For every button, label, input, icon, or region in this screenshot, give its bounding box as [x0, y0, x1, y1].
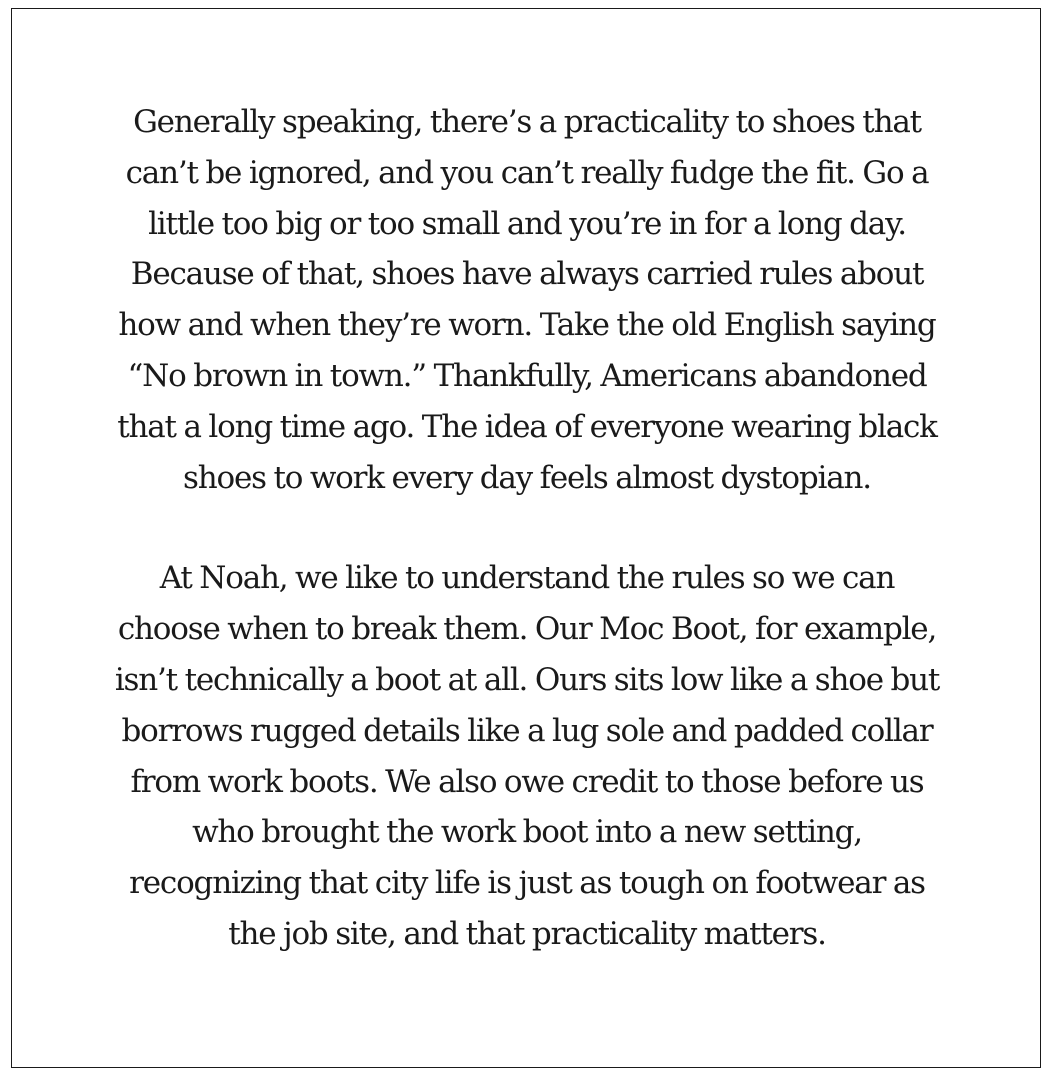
text-line: can’t be ignored, and you can’t really fudge the fit. Go a — [125, 154, 929, 191]
text-line: that a long time ago. The idea of everyone wearing black — [117, 408, 937, 445]
paragraph-2 — [72, 553, 982, 959]
paragraph-spacer — [72, 503, 982, 553]
article-frame — [11, 8, 1041, 1068]
text-line: borrows rugged details like a lug sole and padded collar — [121, 712, 933, 749]
text-line: choose when to break them. Our Moc Boot, for example, — [117, 611, 937, 648]
text-line: “No brown in town.” Thankfully, Americans abandoned — [127, 357, 927, 394]
text-line: from work boots. We also owe credit to those before us — [130, 763, 924, 800]
text-line: Generally speaking, there’s a practicality to shoes that — [133, 104, 921, 140]
text-line: how and when they’re worn. Take the old English saying — [118, 307, 936, 344]
text-line: little too big or too small and you’re in for a long day. — [148, 205, 906, 242]
article-body — [72, 97, 982, 960]
text-line: who brought the work boot into a new setting, — [192, 814, 862, 851]
text-line: the job site, and that practicality matters. — [228, 915, 826, 952]
text-line: recognizing that city life is just as tough on footwear as — [129, 865, 925, 902]
paragraph-1 — [72, 97, 982, 503]
text-line: isn’t technically a boot at all. Ours sits low like a shoe but — [114, 661, 940, 698]
text-line: shoes to work every day feels almost dystopian. — [183, 459, 871, 496]
text-line: At Noah, we like to understand the rules so we can — [159, 560, 895, 597]
text-line: Because of that, shoes have always carried rules about — [130, 256, 924, 293]
